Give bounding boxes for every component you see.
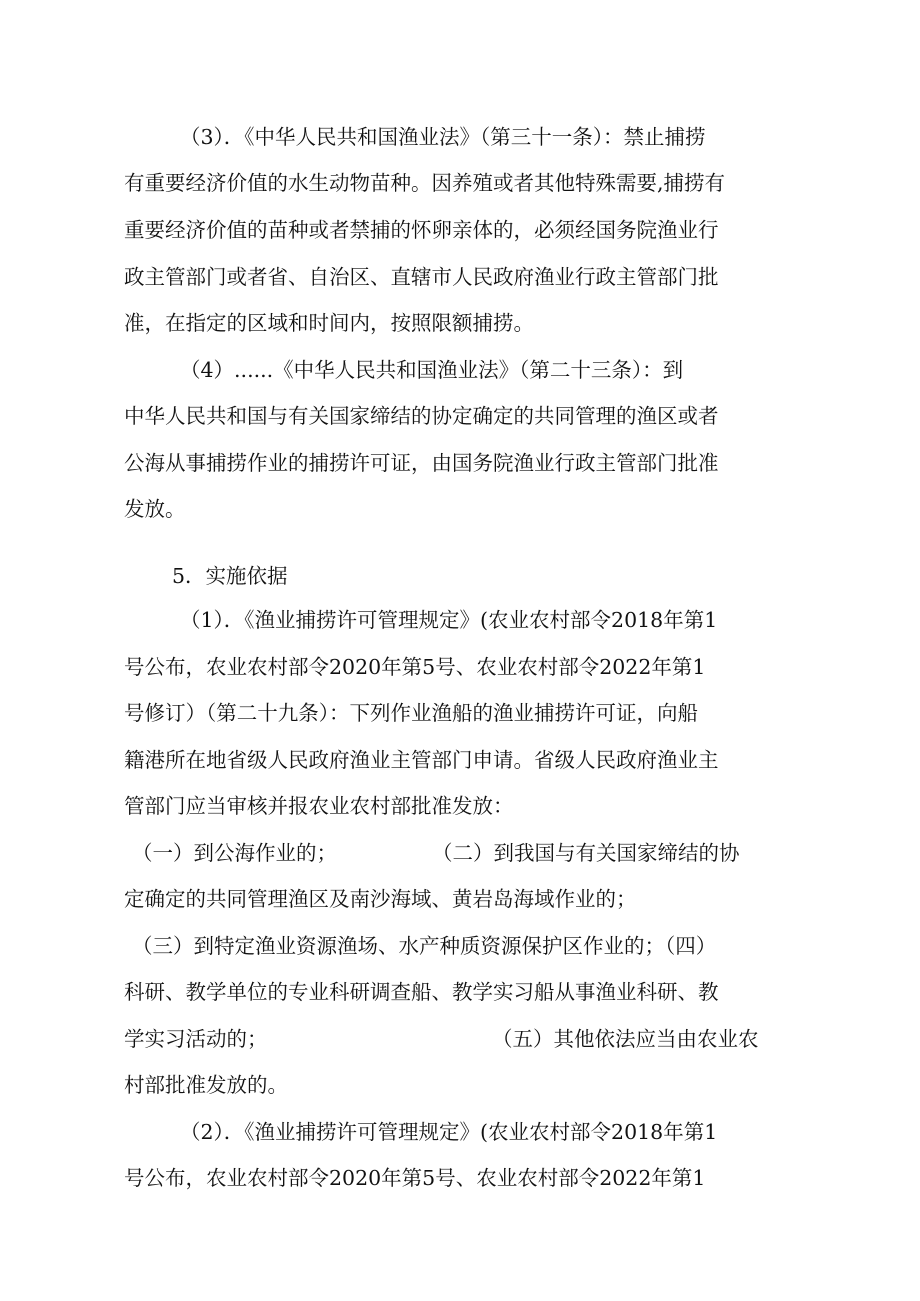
basis-1-item-1: （一）到公海作业的； xyxy=(132,841,337,865)
paragraph-3-line-2: 有重要经济价值的水生动物苗种。因养殖或者其他特殊需要,捕捞有 xyxy=(124,171,726,195)
basis-1-line-1: （1）．《渔业捕捞许可管理规定》(农业农村部令2018年第1 xyxy=(180,608,718,632)
paragraph-4-line-4: 发放。 xyxy=(124,497,186,521)
paragraph-3-line-4: 政主管部门或者省、自治区、直辖市人民政府渔业行政主管部门批 xyxy=(124,265,719,289)
basis-1-item-4-part-1: 科研、教学单位的专业科研调查船、教学实习船从事渔业科研、教 xyxy=(124,980,719,1004)
basis-1-line-4: 籍港所在地省级人民政府渔业主管部门申请。省级人民政府渔业主 xyxy=(124,748,719,772)
paragraph-4-line-2: 中华人民共和国与有关国家缔结的协定确定的共同管理的渔区或者 xyxy=(124,404,719,428)
basis-1-line-3: 号修订）（第二十九条）：下列作业渔船的渔业捕捞许可证，向船 xyxy=(124,701,698,725)
basis-2-line-2: 号公布，农业农村部令2020年第5号、农业农村部令2022年第1 xyxy=(124,1166,706,1190)
basis-1-item-5-part-2: 村部批准发放的。 xyxy=(124,1073,288,1097)
paragraph-3-line-5: 准，在指定的区域和时间内，按照限额捕捞。 xyxy=(124,311,534,335)
basis-1-item-3: （三）到特定渔业资源渔场、水产种质资源保护区作业的；（四） xyxy=(132,934,717,958)
basis-1-line-2: 号公布，农业农村部令2020年第5号、农业农村部令2022年第1 xyxy=(124,655,706,679)
paragraph-3-line-1: （3）．《中华人民共和国渔业法》（第三十一条）：禁止捕捞 xyxy=(180,125,706,149)
basis-1-item-4-part-2: 学实习活动的； xyxy=(124,1027,268,1051)
paragraph-3-line-3: 重要经济价值的苗种或者禁捕的怀卵亲体的，必须经国务院渔业行 xyxy=(124,218,719,242)
basis-1-line-5: 管部门应当审核并报农业农村部批准发放： xyxy=(124,794,514,818)
basis-2-line-1: （2）．《渔业捕捞许可管理规定》(农业农村部令2018年第1 xyxy=(180,1120,718,1144)
basis-1-item-2-part-1: （二）到我国与有关国家缔结的协 xyxy=(432,841,740,865)
basis-1-item-2-part-2: 定确定的共同管理渔区及南沙海域、黄岩岛海域作业的； xyxy=(124,887,637,911)
paragraph-4-line-3: 公海从事捕捞作业的捕捞许可证，由国务院渔业行政主管部门批准 xyxy=(124,451,719,475)
basis-1-item-5-part-1: （五）其他依法应当由农业农 xyxy=(492,1027,759,1051)
paragraph-4-line-1: （4）......《中华人民共和国渔业法》（第二十三条）：到 xyxy=(180,358,684,382)
section-5-heading: 5．实施依据 xyxy=(172,564,288,588)
